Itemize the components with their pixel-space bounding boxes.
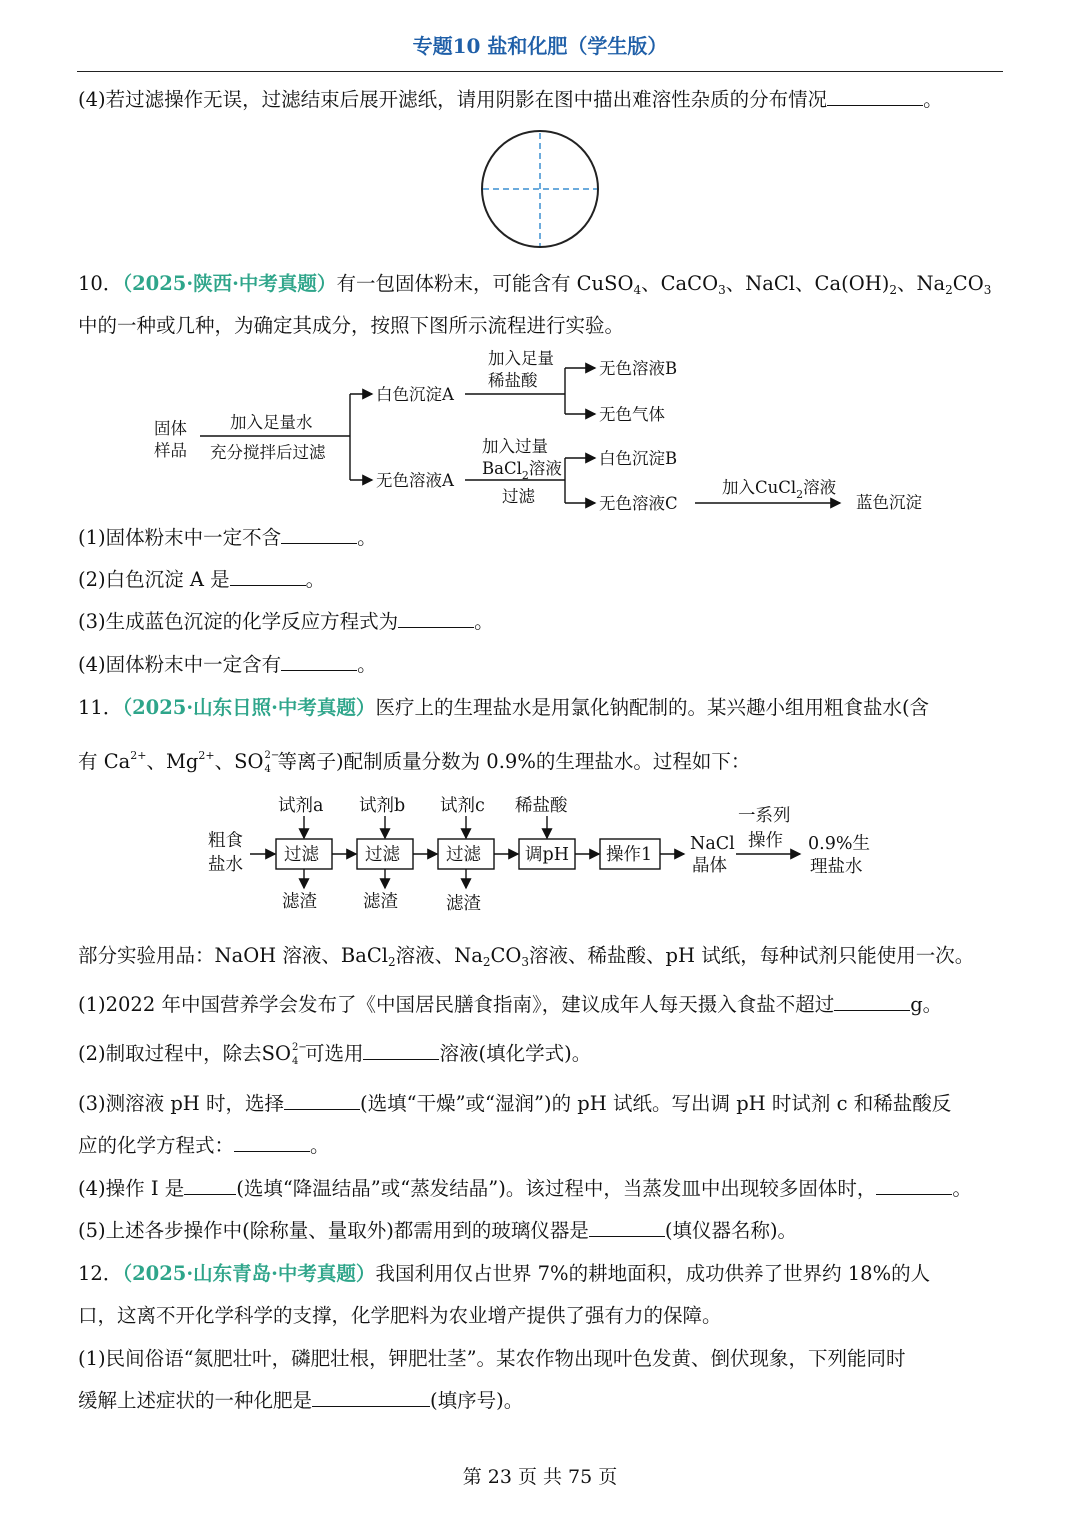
flow-nacl-2: 晶体 xyxy=(692,856,727,876)
flow-acid: 稀盐酸 xyxy=(515,796,568,816)
flow-ppt-a: 白色沉淀A xyxy=(376,385,454,404)
page-title: 专题10 盐和化肥（学生版） xyxy=(412,34,668,58)
flow-box-filter-2: 过滤 xyxy=(365,845,400,865)
flow-sample-1: 固体 xyxy=(154,419,187,438)
q10-part1: (1)固体粉末中一定不含 。 xyxy=(78,526,377,549)
flow-step1-bottom: 充分搅拌后过滤 xyxy=(210,443,326,462)
flow-sample-2: 样品 xyxy=(154,441,187,460)
flow-reagent-c: 试剂c xyxy=(440,796,485,816)
q11-part3-line1: (3)测溶液 pH 时，选择 (选填“干燥”或“湿润”)的 pH 试纸。写出调 pH 时试剂 c 和稀盐酸反 xyxy=(78,1092,952,1115)
q11-part2: (2)制取过程中，除去SO 2− 4 可选用 溶液(填化学式)。 xyxy=(78,1042,592,1067)
flow-bacl-2: BaCl$_2$溶液 xyxy=(482,459,562,482)
question-source: （2025·陕西·中考真题） xyxy=(122,272,337,295)
answer-blank[interactable] xyxy=(589,1218,665,1237)
flow-gas: 无色气体 xyxy=(599,405,665,424)
filter-paper-diagram[interactable] xyxy=(478,130,602,254)
q10-part3: (3)生成蓝色沉淀的化学反应方程式为 。 xyxy=(78,610,494,633)
flow-reagent-b: 试剂b xyxy=(359,796,406,816)
flow-crude-2: 盐水 xyxy=(208,855,243,875)
q11-stem-line1: 11．（2025·山东日照·中考真题）医疗上的生理盐水是用氯化钠配制的。某兴趣小组用粗食盐水(含 xyxy=(78,696,930,719)
header-rule xyxy=(77,71,1003,72)
flow-nacl-1: NaCl xyxy=(690,834,735,854)
flow-series-2: 操作 xyxy=(748,831,783,851)
flow-series-1: 一系列 xyxy=(738,806,791,826)
q10-stem-line1: 10．（2025·陕西·中考真题）有一包固体粉末，可能含有 CuSO$_4$、CaCO$_3$、NaCl、$Ca(OH)_2$、$Na_2CO_3$ xyxy=(78,272,992,297)
flow-residue-3: 滤渣 xyxy=(446,894,481,914)
q10-flow-diagram xyxy=(140,342,960,522)
question-source: （2025·山东青岛·中考真题） xyxy=(122,1262,376,1285)
answer-blank[interactable] xyxy=(312,1388,430,1407)
flow-saline-2: 理盐水 xyxy=(810,857,863,877)
flow-saline-1: 0.9%生 xyxy=(808,834,870,854)
answer-blank[interactable] xyxy=(834,992,910,1011)
flow-bacl-1: 加入过量 xyxy=(482,437,548,456)
flow-crude-1: 粗食 xyxy=(208,831,243,851)
answer-blank[interactable] xyxy=(284,1091,360,1110)
flow-box-op1: 操作1 xyxy=(606,845,653,865)
flow-acid-1: 加入足量 xyxy=(488,349,554,368)
flow-box-filter-3: 过滤 xyxy=(446,845,481,865)
q12-stem-line1: 12．（2025·山东青岛·中考真题）我国利用仅占世界 7%的耕地面积，成功供养了世界约 18%的人 xyxy=(78,1262,931,1285)
q12-stem-line2: 口，这离不开化学科学的支撑，化学肥料为农业增产提供了强有力的保障。 xyxy=(78,1304,722,1327)
answer-blank[interactable] xyxy=(234,1133,310,1152)
flow-acid-2: 稀盐酸 xyxy=(488,371,538,390)
flow-blue-ppt: 蓝色沉淀 xyxy=(856,493,922,512)
q11-part4: (4)操作 I 是 (选填“降温结晶”或“蒸发结晶”)。该过程中，当蒸发皿中出现较多固体时， 。 xyxy=(78,1177,972,1200)
answer-blank[interactable] xyxy=(398,609,474,628)
answer-blank[interactable] xyxy=(281,525,357,544)
answer-blank[interactable] xyxy=(230,567,306,586)
flow-residue-1: 滤渣 xyxy=(282,892,317,912)
q9-part4: (4)若过滤操作无误，过滤结束后展开滤纸，请用阴影在图中描出难溶性杂质的分布情况 。 xyxy=(78,88,943,111)
q11-part3-line2: 应的化学方程式： 。 xyxy=(78,1134,330,1157)
q11-stem-line2: 有 $Ca^{2+}$、$Mg^{2+}$、SO 2− 4 等离子)配制质量分数为 0.9%的生理盐水。过程如下： xyxy=(78,749,751,775)
answer-blank[interactable] xyxy=(184,1176,236,1195)
answer-blank[interactable] xyxy=(363,1041,439,1060)
flow-step1-top: 加入足量水 xyxy=(230,413,313,432)
flow-sol-a: 无色溶液A xyxy=(376,471,454,490)
flow-box-ph: 调pH xyxy=(525,845,569,865)
q12-part1-line1: (1)民间俗语“氮肥壮叶，磷肥壮根，钾肥壮茎”。某农作物出现叶色发黄、倒伏现象，下列能同时 xyxy=(78,1347,906,1370)
answer-blank[interactable] xyxy=(281,652,357,671)
flow-box-filter-1: 过滤 xyxy=(284,845,319,865)
page-number: 第 23 页 共 75 页 xyxy=(462,1466,618,1488)
q12-part1-line2: 缓解上述症状的一种化肥是 (填序号)。 xyxy=(78,1389,524,1412)
flow-filter: 过滤 xyxy=(502,487,535,506)
flow-sol-c: 无色溶液C xyxy=(599,494,678,513)
flow-reagent-a: 试剂a xyxy=(278,796,324,816)
q11-part5: (5)上述各步操作中(除称量、量取外)都需用到的玻璃仪器是 (填仪器名称)。 xyxy=(78,1219,798,1242)
q11-materials: 部分实验用品：NaOH 溶液、BaCl$_2$溶液、$Na_2CO_3$溶液、稀盐酸、pH 试纸，每种试剂只能使用一次。 xyxy=(78,944,975,969)
answer-blank[interactable] xyxy=(827,87,923,106)
answer-blank[interactable] xyxy=(876,1176,952,1195)
question-source: （2025·山东日照·中考真题） xyxy=(122,696,376,719)
q10-part4: (4)固体粉末中一定含有 。 xyxy=(78,653,377,676)
flow-cucl: 加入CuCl$_2$溶液 xyxy=(722,478,837,501)
q10-stem-line2: 中的一种或几种，为确定其成分，按照下图所示流程进行实验。 xyxy=(78,314,625,337)
flow-sol-b: 无色溶液B xyxy=(599,359,678,378)
q11-flow-diagram xyxy=(200,790,890,920)
q10-part2: (2)白色沉淀 A 是 。 xyxy=(78,568,326,591)
flow-ppt-b: 白色沉淀B xyxy=(599,449,678,468)
q11-part1: (1)2022 年中国营养学会发布了《中国居民膳食指南》，建议成年人每天摄入食盐不超过 g。 xyxy=(78,993,943,1016)
flow-residue-2: 滤渣 xyxy=(363,892,398,912)
